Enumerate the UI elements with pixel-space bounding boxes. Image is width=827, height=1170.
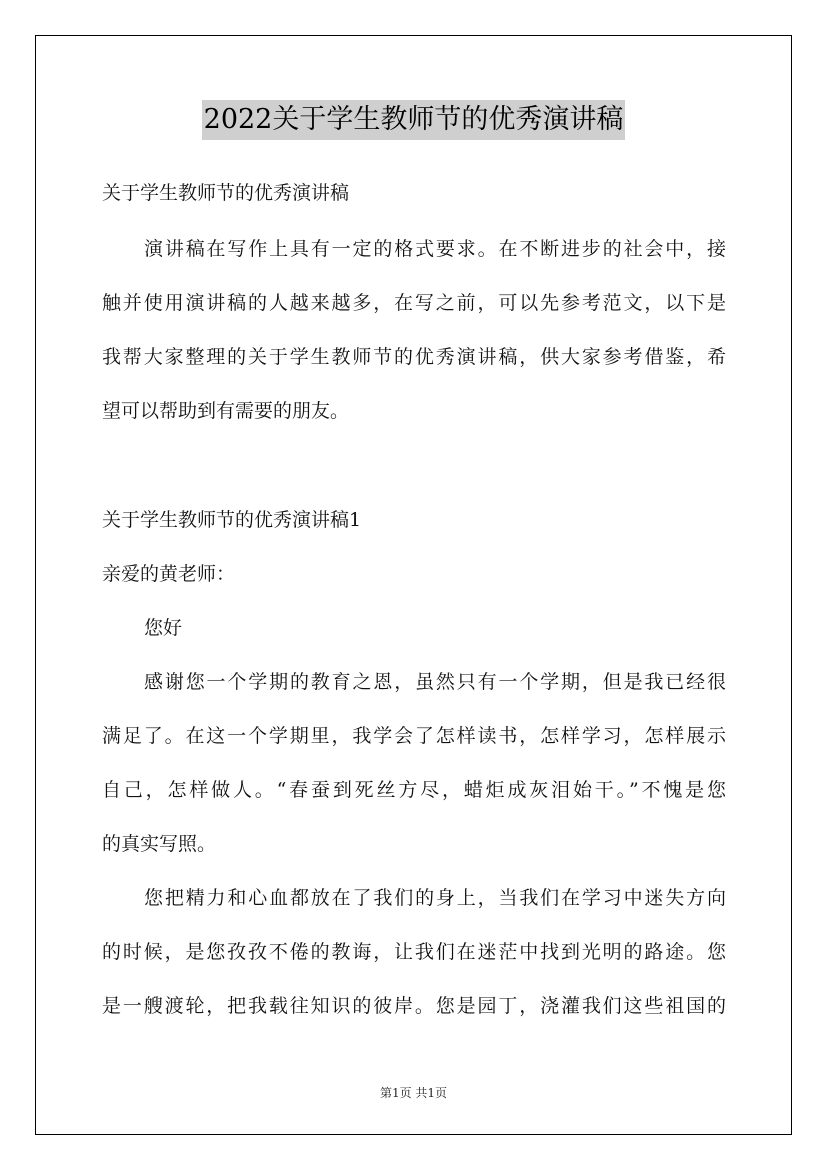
paragraph-line: 的真实写照。 bbox=[102, 833, 217, 855]
paragraph-line: 您把精力和心血都放在了我们的身上，当我们在学习中迷失方向 bbox=[144, 887, 726, 909]
paragraph-line: 的时候，是您孜孜不倦的教诲，让我们在迷茫中找到光明的路途。您 bbox=[102, 941, 726, 963]
intro-line: 望可以帮助到有需要的朋友。 bbox=[102, 400, 350, 422]
paragraph-line: 满足了。在这一个学期里，我学会了怎样读书，怎样学习，怎样展示 bbox=[102, 725, 726, 747]
document-title: 2022关于学生教师节的优秀演讲稿 bbox=[202, 100, 626, 140]
intro-line: 触并使用演讲稿的人越来越多，在写之前，可以先参考范文，以下是 bbox=[102, 292, 726, 314]
paragraph-line: 感谢您一个学期的教育之恩，虽然只有一个学期，但是我已经很 bbox=[144, 671, 726, 693]
intro-line: 我帮大家整理的关于学生教师节的优秀演讲稿，供大家参考借鉴，希 bbox=[102, 346, 726, 368]
paragraph-line: 是一艘渡轮，把我载往知识的彼岸。您是园丁，浇灌我们这些祖国的 bbox=[102, 995, 726, 1017]
title-container bbox=[0, 100, 827, 140]
intro-line: 演讲稿在写作上具有一定的格式要求。在不断进步的社会中，接 bbox=[144, 238, 726, 260]
page-footer: 第1页 共1页 bbox=[379, 1086, 448, 1100]
subtitle: 关于学生教师节的优秀演讲稿 bbox=[102, 182, 350, 204]
paragraph-line: 自己，怎样做人。“春蚕到死丝方尽，蜡炬成灰泪始干。”不愧是您 bbox=[102, 779, 726, 801]
greeting: 您好 bbox=[144, 617, 183, 639]
section-heading: 关于学生教师节的优秀演讲稿1 bbox=[102, 509, 362, 531]
salutation: 亲爱的黄老师： bbox=[102, 563, 236, 585]
